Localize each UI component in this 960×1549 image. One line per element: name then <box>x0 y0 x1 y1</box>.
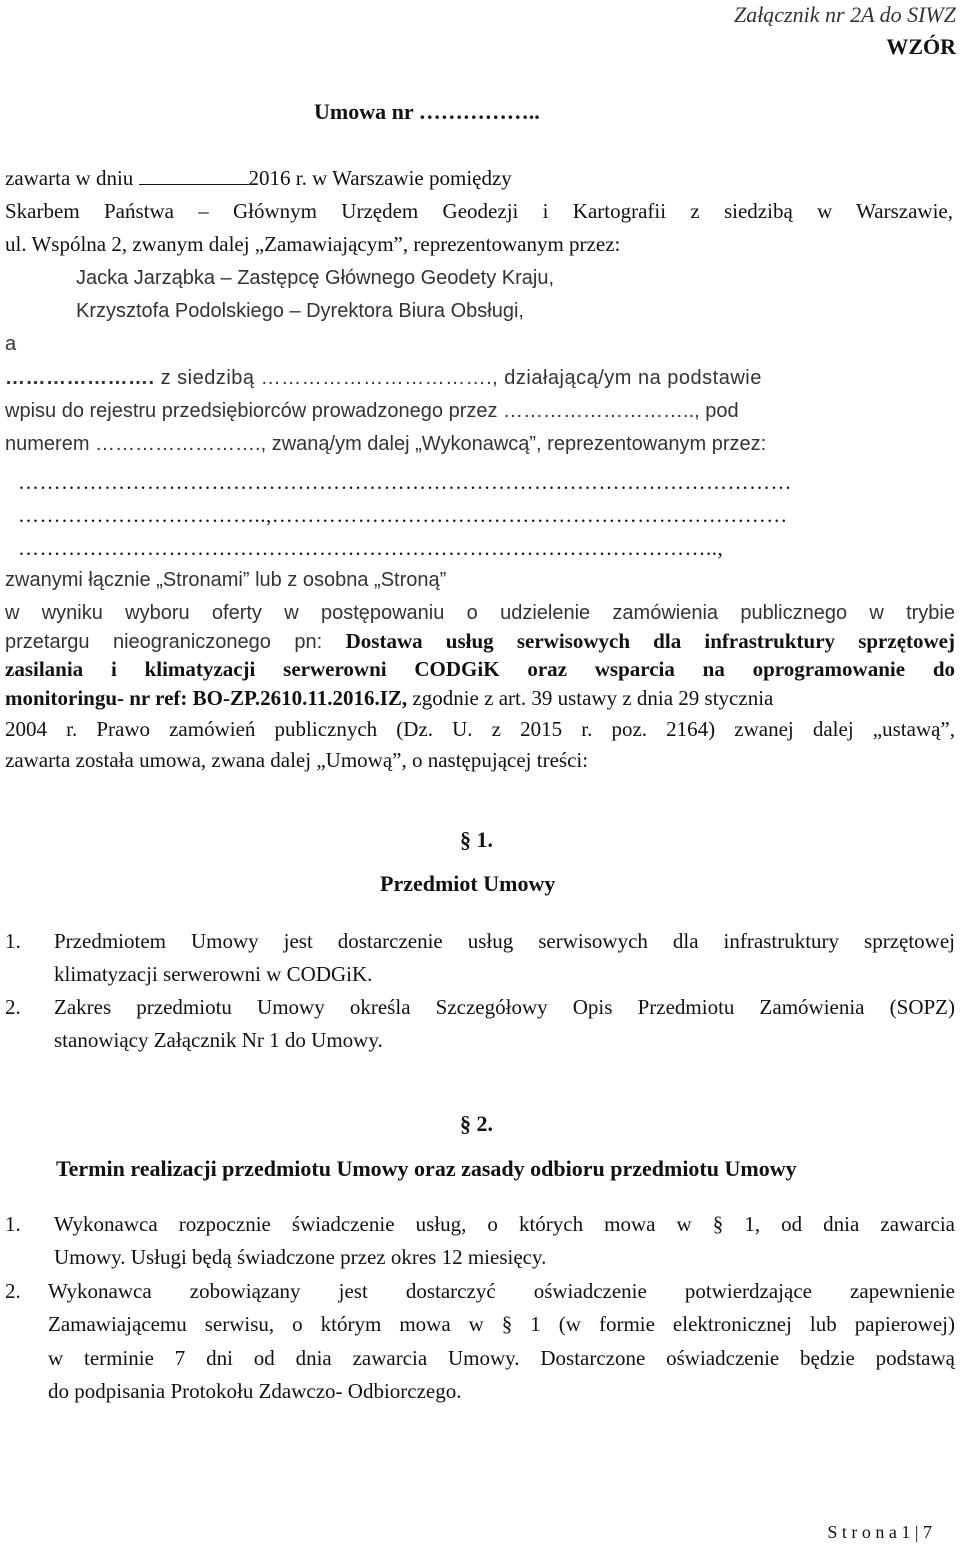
section-1-item-2-line-1: Zakres przedmiotu Umowy określa Szczegółowy Opis Przedmiotu Zamówienia (SOPZ) <box>54 995 955 1019</box>
document-title: Umowa nr …………….. <box>314 99 540 124</box>
date-suffix: 2016 r. w Warszawie pomiędzy <box>248 166 512 190</box>
section-2-item-2-line-1: Wykonawca zobowiązany jest dostarczyć oświadczenie potwierdzające zapewnienie <box>48 1279 955 1303</box>
section-1-title: Przedmiot Umowy <box>380 871 556 896</box>
parties-line: zwanymi łącznie „Stronami” lub z osobna „Stroną” <box>5 569 447 591</box>
contractor-seat-text: z siedzibą ……………………………., działającą/ym na podstawie <box>154 367 762 389</box>
number-line: numerem ……………………., zwaną/ym dalej „Wykonawcą”, reprezentowanym przez: <box>5 433 767 455</box>
tender-subject-2: zasilania i klimatyzacji serwerowni CODGiK oraz wsparcia na oprogramowanie do <box>5 657 955 681</box>
law-reference: zgodnie z art. 39 ustawy z dnia 29 stycznia <box>407 686 774 710</box>
representative-blank-1: ……………………………………………………………………………………………… <box>18 470 792 494</box>
section-1-item-1-line-1: Przedmiotem Umowy jest dostarczenie usług serwisowych dla infrastruktury sprzętowej <box>54 929 955 953</box>
section-2-item-1-num: 1. <box>5 1212 21 1236</box>
law-line: 2004 r. Prawo zamówień publicznych (Dz. U. z 2015 r. poz. 2164) zwanej dalej „ustawą”, <box>5 717 955 741</box>
section-2-item-1-line-1: Wykonawca rozpocznie świadczenie usług, o których mowa w § 1, od dnia zawarcia <box>54 1212 955 1236</box>
tender-reference: monitoringu- nr ref: BO-ZP.2610.11.2016.IZ, <box>5 686 408 710</box>
page-label: S t r o n a <box>827 1522 897 1542</box>
intro-line-2: Skarbem Państwa – Głównym Urzędem Geodezji i Kartografii z siedzibą w Warszawie, <box>5 199 953 223</box>
contractor-line <box>5 362 955 395</box>
and-label: a <box>5 333 17 355</box>
attachment-note: Załącznik nr 2A do SIWZ <box>733 2 956 27</box>
section-2-item-1-line-2: Umowy. Usługi będą świadczone przez okres 12 miesięcy. <box>54 1245 547 1269</box>
page-total: 7 <box>923 1522 932 1542</box>
section-1-item-1-num: 1. <box>5 929 21 953</box>
section-1-item-2-num: 2. <box>5 995 21 1019</box>
page-separator: | <box>914 1522 919 1542</box>
section-2-item-2-line-3: w terminie 7 dni od dnia zawarcia Umowy. Dostarczone oświadczenie będzie podstawą <box>48 1346 955 1370</box>
section-1-item-1-line-2: klimatyzacji serwerowni w CODGiK. <box>54 962 373 986</box>
representative-2: Krzysztofa Podolskiego – Dyrektora Biura Obsługi, <box>76 300 524 322</box>
section-2-item-2-line-4: do podpisania Protokołu Zdawczo- Odbiorczego. <box>48 1379 462 1403</box>
intro-line-date <box>5 162 512 195</box>
section-2-number: § 2. <box>460 1111 493 1136</box>
section-2-item-2-num: 2. <box>5 1279 21 1303</box>
tender-subject-1: Dostawa usług serwisowych dla infrastruktury sprzętowej <box>345 629 955 653</box>
tender-line-1: w wyniku wyboru oferty w postępowaniu o udzielenie zamówienia publicznego w trybie <box>5 602 955 624</box>
section-1-item-2-line-2: stanowiący Załącznik Nr 1 do Umowy. <box>54 1028 383 1052</box>
page-number: 1 <box>901 1522 911 1542</box>
registry-line: wpisu do rejestru przedsiębiorców prowadzonego przez ……………………….., pod <box>5 400 739 422</box>
representative-blank-3: …………………………………………………………………………………….., <box>18 536 724 560</box>
contractor-name-blank: …………………. <box>5 367 155 389</box>
tender-ref-line <box>5 682 955 715</box>
date-blank <box>139 164 249 185</box>
contents-line: zawarta została umowa, zwana dalej „Umową”, o następującej treści: <box>5 748 589 772</box>
date-prefix: zawarta w dniu <box>5 166 134 190</box>
section-1-number: § 1. <box>460 827 493 852</box>
intro-line-3: ul. Wspólna 2, zwanym dalej „Zamawiającym”, reprezentowanym przez: <box>5 232 621 256</box>
section-2-item-2-line-2: Zamawiającemu serwisu, o którym mowa w § 1 (w formie elektronicznej lub papierowej) <box>48 1312 955 1336</box>
representative-blank-2: ……………………………..,……………………………………………………………… <box>18 503 788 527</box>
page-footer <box>827 1516 932 1549</box>
tender-mode: przetargu nieograniczonego pn: <box>5 631 346 653</box>
representative-1: Jacka Jarząbka – Zastępcę Głównego Geodety Kraju, <box>76 267 555 289</box>
sample-label: WZÓR <box>886 34 956 59</box>
section-2-title: Termin realizacji przedmiotu Umowy oraz zasady odbioru przedmiotu Umowy <box>56 1156 797 1181</box>
